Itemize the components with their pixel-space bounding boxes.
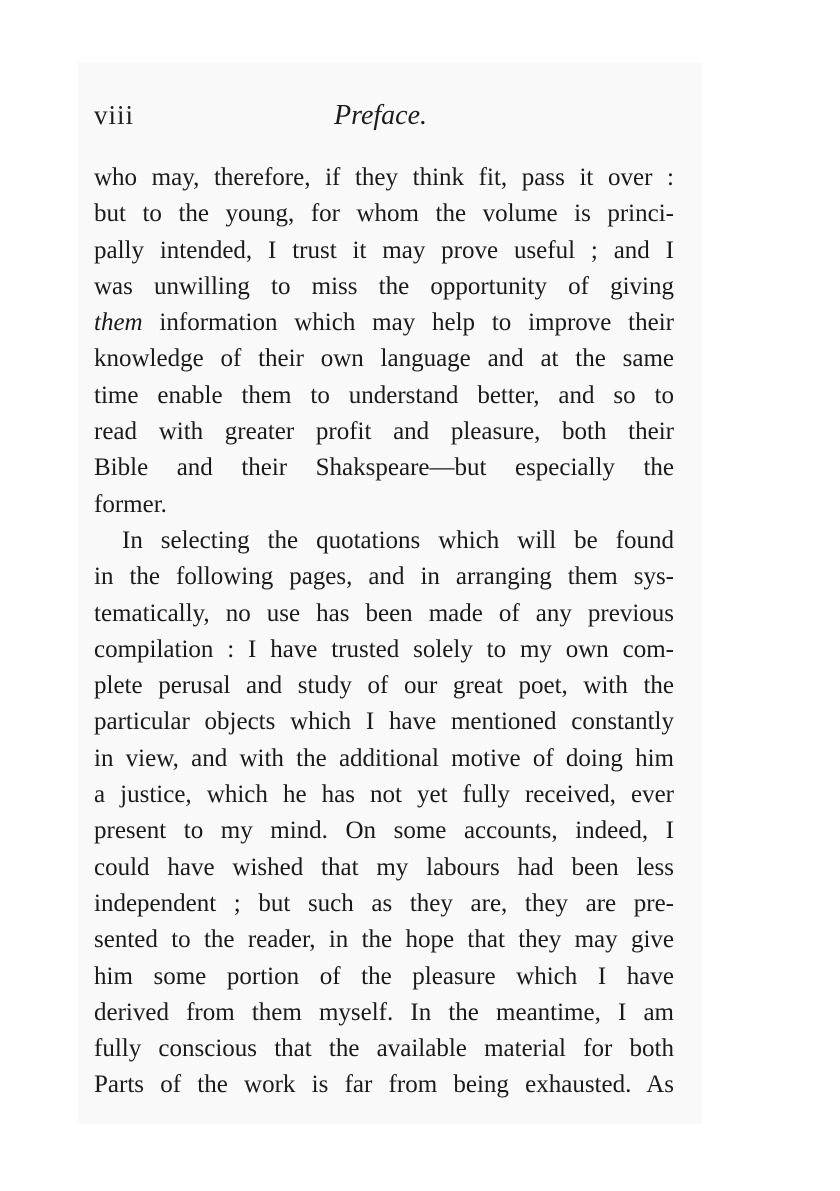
text-line: former. [94, 490, 167, 518]
text-line: tematically, no use has been made of any previous [94, 599, 674, 627]
page-title: Preface. [334, 100, 428, 131]
page-number: viii [94, 100, 135, 130]
text-line: compilation : I have trusted solely to my own com- [94, 635, 674, 663]
text-line-with-emphasis [94, 305, 674, 341]
text-line: Bible and their Shakspeare—but especially the [94, 454, 674, 482]
text-line: in the following pages, and in arranging them sys- [94, 563, 674, 591]
text-line: in view, and with the additional motive of doing him [94, 744, 674, 772]
text-line: present to my mind. On some accounts, indeed, I [94, 817, 674, 845]
text-line: sented to the reader, in the hope that they may give [94, 926, 674, 954]
text-line: independent ; but such as they are, they are pre- [94, 889, 674, 917]
text-line: particular objects which I have mentioned constantly [94, 708, 674, 736]
body-text [94, 160, 674, 1104]
paragraph-1 [94, 160, 674, 523]
running-head [94, 100, 674, 140]
emphasis-word: them [94, 309, 143, 337]
text-line: fully conscious that the available material for both [94, 1035, 674, 1063]
paragraph-2 [94, 523, 674, 1104]
text-line: read with greater profit and pleasure, both their [94, 418, 674, 446]
text-line: Parts of the work is far from being exhausted. As [94, 1071, 674, 1099]
text-line: time enable them to understand better, and so to [94, 381, 674, 409]
text-line: him some portion of the pleasure which I have [94, 962, 674, 990]
text-line: plete perusal and study of our great poet, with the [94, 672, 674, 700]
text-line: knowledge of their own language and at the same [94, 345, 674, 373]
text-line: In selecting the quotations which will be found [122, 526, 674, 554]
text-line: pally intended, I trust it may prove useful ; and I [94, 236, 674, 264]
text-line: derived from them myself. In the meantime, I am [94, 998, 674, 1026]
text-line-rest: information which may help to improve their [159, 309, 674, 337]
text-line: was unwilling to miss the opportunity of giving [94, 272, 674, 300]
text-line: but to the young, for whom the volume is princi- [94, 200, 674, 228]
text-line: could have wished that my labours had been less [94, 853, 674, 881]
text-line: who may, therefore, if they think fit, pass it over : [94, 164, 674, 191]
text-line: a justice, which he has not yet fully received, ever [94, 781, 674, 809]
